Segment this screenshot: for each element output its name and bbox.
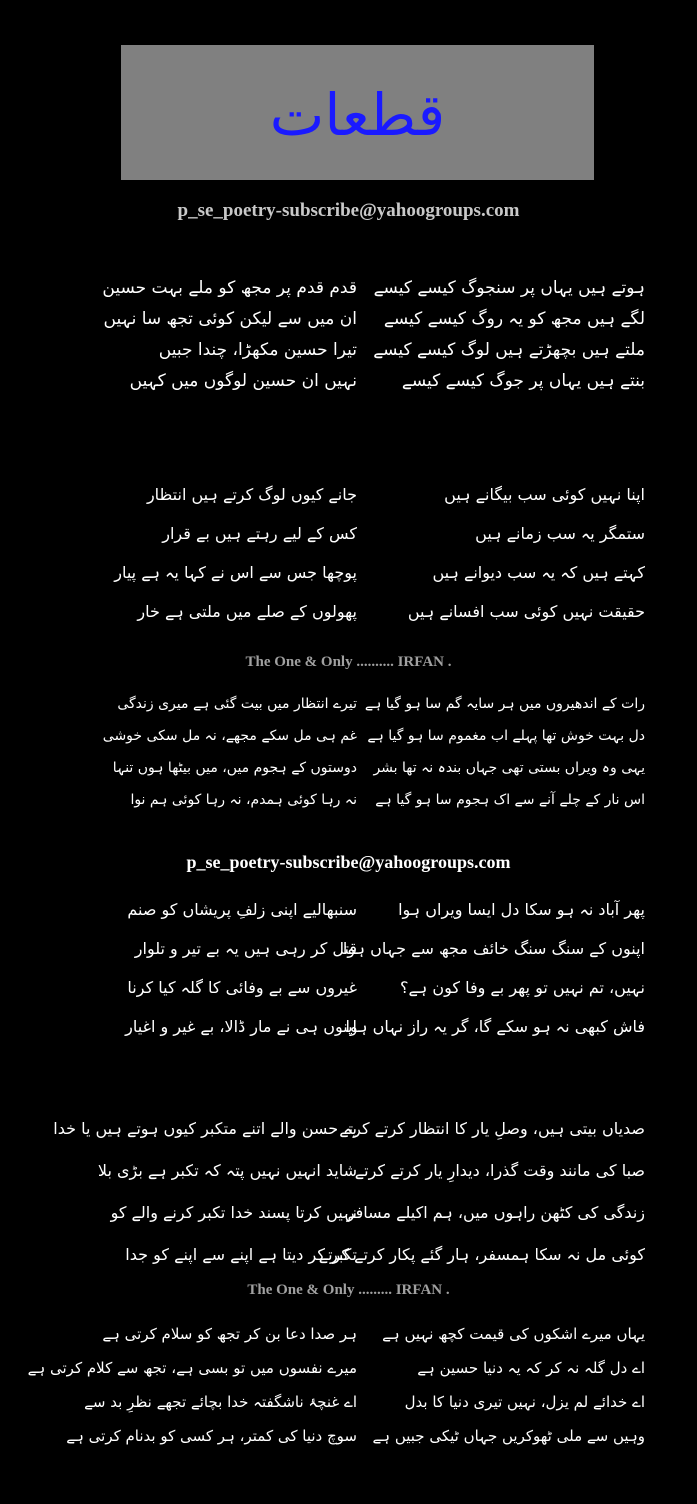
stanza-2-left xyxy=(75,475,357,631)
verse-line: اپنوں ہی نے مار ڈالا، بے غیر و اغیار xyxy=(125,1017,357,1036)
verse-line: زندگی کی کٹھن راہوں میں، ہم اکیلے مسافر xyxy=(346,1203,645,1222)
verse-line: صدیاں بیتی ہیں، وصلِ یار کا انتظار کرتے کرتے xyxy=(339,1119,645,1138)
stanza-5-left xyxy=(53,1108,357,1276)
stanza-1-left xyxy=(75,273,357,397)
stanza-4-right xyxy=(342,890,645,1046)
verse-line: ملتے ہیں بچھڑتے ہیں لوگ کیسے کیسے xyxy=(373,340,645,360)
subscribe-email-top: p_se_poetry-subscribe@yahoogroups.com xyxy=(177,200,520,221)
verse-line: یہاں میرے اشکوں کی قیمت کچھ نہیں ہے xyxy=(382,1325,645,1343)
verse-line: اپنوں کے سنگ سنگ خائف مجھ سے جہاں ہوا xyxy=(342,939,645,958)
verse-line: پھر آباد نہ ہو سکا دل ایسا ویراں ہوا xyxy=(398,900,645,919)
stanza-5-right xyxy=(318,1108,645,1276)
verse-line: تکبر کر دیتا ہے اپنے سے اپنے کو جدا xyxy=(125,1245,357,1264)
verse-line: دل بہت خوش تھا پہلے اب مغموم سا ہو گیا ہے xyxy=(367,728,645,744)
verse-line: ہر صدا دعا بن کر تجھ کو سلام کرتی ہے xyxy=(102,1325,357,1343)
stanza-6-right xyxy=(372,1317,645,1453)
stanza-3-left xyxy=(75,688,357,816)
verse-line: تیرے انتظار میں بیت گئی ہے میری زندگی xyxy=(117,696,357,712)
verse-line: نہیں ان حسین لوگوں میں کہیں xyxy=(129,371,357,391)
stanza-1-right xyxy=(375,273,645,397)
signature-1: The One & Only .......... IRFAN . xyxy=(245,654,452,670)
verse-line: پھولوں کے صلے میں ملتی ہے خار xyxy=(137,602,357,621)
verse-line: نہیں کرتا پسند خدا تکبر کرنے والے کو xyxy=(110,1203,357,1222)
verse-line: غم ہی مل سکے مجھے، نہ مل سکی خوشی xyxy=(102,728,357,744)
verse-line: سوچ دنیا کی کمتر، ہر کسی کو بدنام کرتی ہے xyxy=(66,1427,357,1445)
verse-line: ستمگر یہ سب زمانے ہیں xyxy=(475,524,645,543)
verse-line: پوچھا جس سے اس نے کہا یہ ہے پیار xyxy=(114,563,357,582)
verse-line: فاش کبھی نہ ہو سکے گا، گر یہ راز نہاں ہوا xyxy=(345,1017,645,1036)
verse-line: میرے نفسوں میں تو بسی ہے، تجھ سے کلام کرتی ہے xyxy=(27,1359,357,1377)
verse-line: یہ حسن والے اتنے متکبر کیوں ہوتے ہیں یا خدا xyxy=(53,1119,357,1138)
verse-line: نہ رہا کوئی ہمدم، نہ رہا کوئی ہم نوا xyxy=(130,792,357,808)
verse-line: لگے ہیں مجھ کو یہ روگ کیسے کیسے xyxy=(383,309,645,329)
verse-line: صبا کی مانند وقت گذرا، دیدارِ یار کرتے کرتے xyxy=(354,1161,645,1180)
verse-line: قدم قدم پر مجھ کو ملے بہت حسین xyxy=(102,278,357,298)
verse-line: تیرا حسین مکھڑا، چندا جبیں xyxy=(158,340,357,360)
stanza-3-right xyxy=(364,688,645,816)
subscribe-email-mid: p_se_poetry-subscribe@yahoogroups.com xyxy=(186,852,511,872)
verse-line: اے خدائے لم یزل، نہیں تیری دنیا کا بدل xyxy=(404,1393,645,1411)
verse-line: حقیقت نہیں کوئی سب افسانے ہیں xyxy=(407,602,645,621)
signature-2: The One & Only ......... IRFAN . xyxy=(247,1282,450,1298)
verse-line: کس کے لیے رہتے ہیں بے قرار xyxy=(162,524,357,543)
page-title: قطعات xyxy=(269,81,446,149)
stanza-6-left xyxy=(27,1317,357,1453)
verse-line: سنبھالیے اپنی زلفِ پریشاں کو صنم xyxy=(127,900,357,919)
verse-line: نہیں، تم نہیں تو پھر بے وفا کون ہے؟ xyxy=(400,978,645,997)
verse-line: اس نار کے چلے آنے سے اک ہجوم سا ہو گیا ہے xyxy=(375,792,645,808)
verse-line: اے دل گلہ نہ کر کہ یہ دنیا حسین ہے xyxy=(417,1359,645,1377)
verse-line: ہوتے ہیں یہاں پر سنجوگ کیسے کیسے xyxy=(373,278,645,298)
verse-line: یہی وہ ویراں بستی تھی جہاں بندہ نہ تھا بشر xyxy=(373,760,645,776)
verse-line: جانے کیوں لوگ کرتے ہیں انتظار xyxy=(146,485,357,504)
verse-line: رات کے اندھیروں میں ہر سایہ گم سا ہو گیا ہے xyxy=(364,696,645,712)
verse-line: دوستوں کے ہجوم میں، میں بیٹھا ہوں تنہا xyxy=(112,760,357,776)
stanza-4-left xyxy=(75,890,357,1046)
verse-line: قتل کر رہی ہیں یہ بے تیر و تلوار xyxy=(134,939,357,958)
verse-line: شاید انہیں نہیں پتہ کہ تکبر ہے بڑی بلا xyxy=(97,1161,357,1180)
verse-line: بنتے ہیں یہاں پر جوگ کیسے کیسے xyxy=(401,371,645,391)
verse-line: اپنا نہیں کوئی سب بیگانے ہیں xyxy=(444,485,645,504)
verse-line: کوئی مل نہ سکا ہمسفر، ہار گئے پکار کرتے کرتے xyxy=(318,1245,645,1264)
title-banner xyxy=(121,45,594,180)
stanza-2-right xyxy=(375,475,645,631)
verse-line: وہیں سے ملی ٹھوکریں جہاں ٹیکی جبیں ہے xyxy=(372,1427,645,1445)
verse-line: ان میں سے لیکن کوئی تجھ سا نہیں xyxy=(103,309,357,329)
verse-line: کہتے ہیں کہ یہ سب دیوانے ہیں xyxy=(432,563,645,582)
verse-line: غیروں سے بے وفائی کا گلہ کیا کرنا xyxy=(127,978,357,997)
verse-line: اے غنچۂ ناشگفتہ خدا بچائے تجھے نظرِ بد سے xyxy=(84,1393,357,1411)
